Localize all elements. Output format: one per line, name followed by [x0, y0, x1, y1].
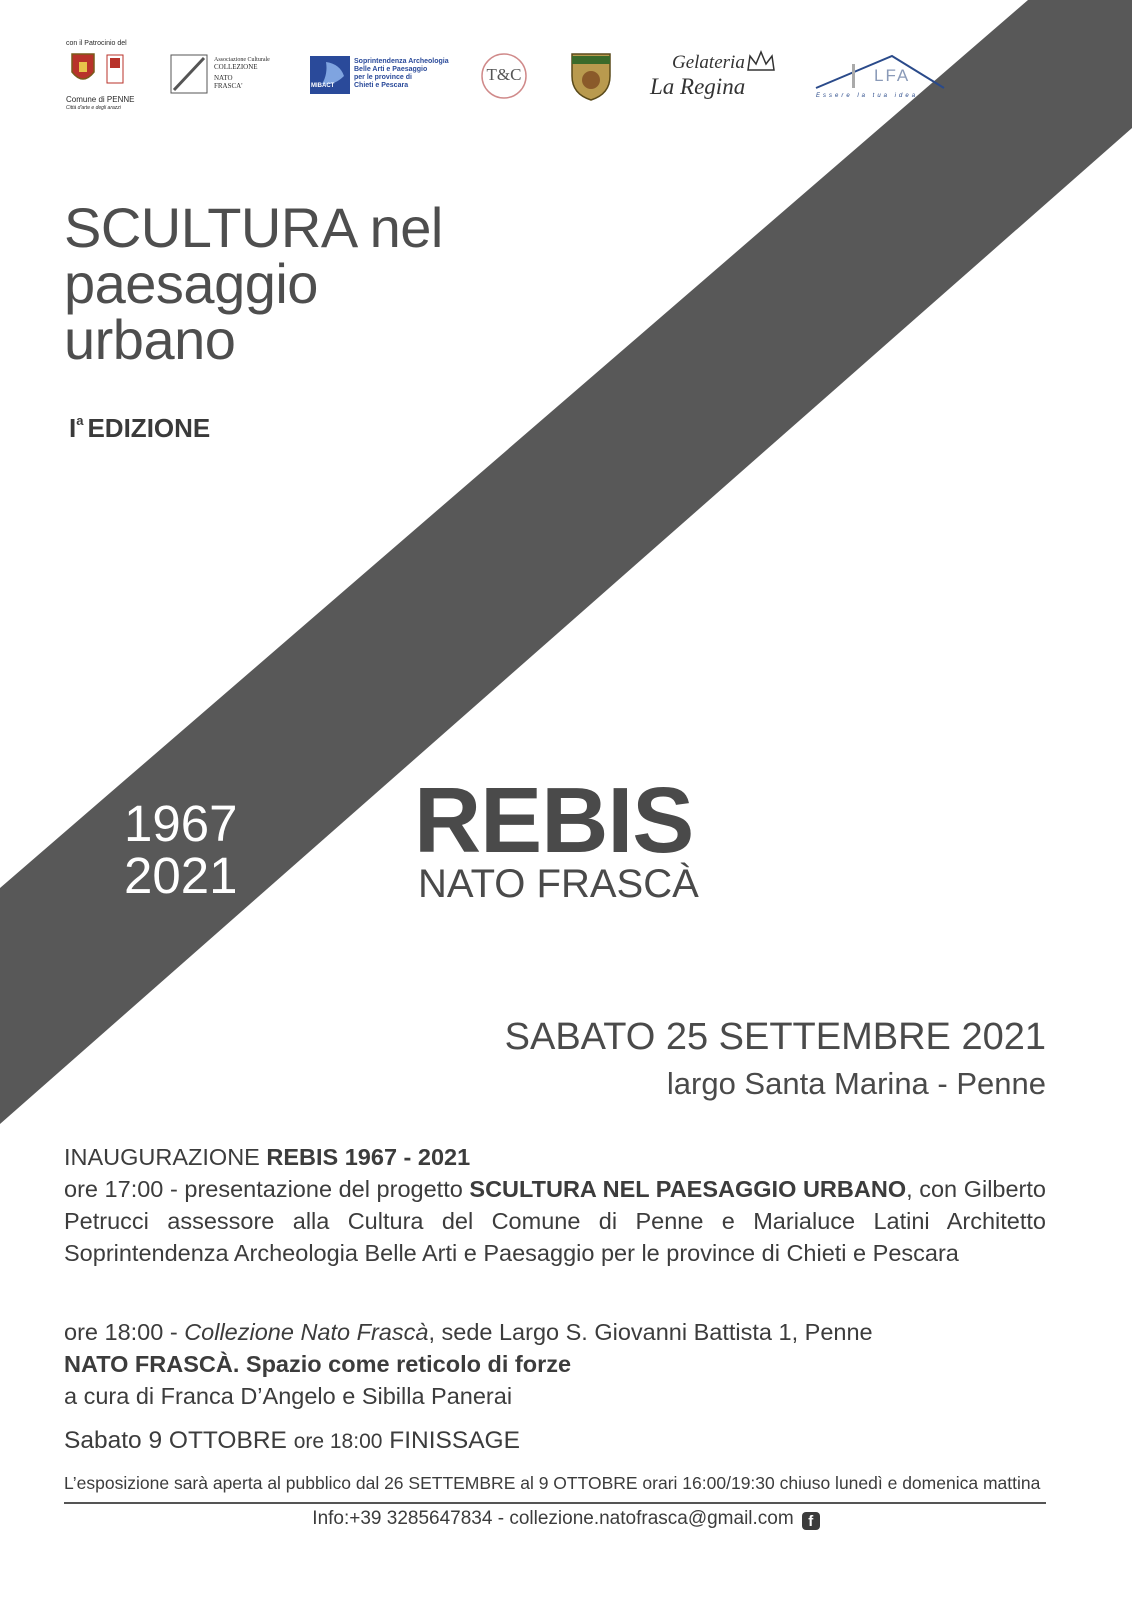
borghi-badge-icon	[106, 54, 124, 84]
soprintendenza-line4: Chieti e Pescara	[354, 82, 409, 89]
year-start: 1967	[124, 795, 238, 852]
collezione-icon	[170, 54, 208, 94]
edition-label	[69, 413, 210, 444]
lfa-label: LFA	[874, 66, 911, 85]
soprintendenza-line2: Belle Arti e Paesaggio	[354, 66, 428, 73]
presentation-time: ore 17:00 - presentazione del progetto	[64, 1176, 470, 1202]
divider	[64, 1502, 1046, 1504]
crown-icon	[746, 50, 776, 72]
gelateria-line1: Gelateria	[672, 52, 745, 73]
lfa-logo	[812, 52, 952, 102]
title-line2: paesaggio	[64, 252, 318, 315]
years-range	[124, 795, 238, 904]
artist-name: NATO FRASCÀ	[418, 862, 699, 906]
collezione-line4: FRASCA'	[214, 82, 243, 90]
finissage	[64, 1425, 1046, 1458]
tc-logo	[480, 52, 530, 102]
coat-of-arms-icon	[70, 52, 96, 86]
soprintendenza-logo	[310, 56, 460, 96]
collezione-line1: Associazione Culturale	[214, 57, 270, 63]
lfa-tagline: Essere la tua idea	[816, 93, 919, 99]
presentation-details: , con Gilberto Petrucci assessore alla Cultura del Comune di Penne e Marialuce Latini Architetto Soprintendenza Archeologia Belle Arti e Paesaggio per le province di Chieti e Pescara	[64, 1176, 1046, 1266]
collezione-line3: NATO	[214, 74, 233, 82]
exhibition-title: REBIS	[414, 768, 694, 872]
title-line1: SCULTURA nel	[64, 196, 443, 259]
project-title	[64, 196, 443, 371]
collezione-nato-frasca-logo	[170, 54, 280, 98]
edition-numeral: I	[69, 413, 77, 443]
presentation-project: SCULTURA NEL PAESAGGIO URBANO	[469, 1176, 907, 1202]
finissage-time: ore 18:00	[293, 1430, 383, 1453]
year-end: 2021	[124, 847, 238, 904]
collezione-line2: COLLEZIONE	[214, 63, 258, 71]
program-inauguration	[64, 1141, 1046, 1269]
edition-sup: a	[76, 413, 84, 428]
gelateria-line2: La Regina	[650, 74, 746, 99]
contact-info[interactable]: Info:+39 3285647834 - collezione.natofrasca@gmail.com	[312, 1508, 794, 1529]
logo-strip	[60, 40, 1070, 120]
gelateria-la-regina-logo	[648, 48, 778, 104]
finissage-date: Sabato 9 OTTOBRE	[64, 1427, 294, 1454]
collection-time: ore 18:00 -	[64, 1319, 185, 1345]
comune-sub-label: Città d'arte e degli arazzi	[66, 105, 121, 111]
mibact-label: MIBACT	[311, 83, 335, 89]
soprintendenza-line1: Soprintendenza Archeologia	[354, 58, 449, 65]
event-place: largo Santa Marina - Penne	[666, 1066, 1046, 1101]
curator-line: a cura di Franca D’Angelo e Sibilla Panerai	[64, 1383, 513, 1409]
inauguration-label: INAUGURAZIONE	[64, 1144, 267, 1170]
collection-name: Collezione Nato Frascà	[184, 1319, 429, 1345]
program-collection	[64, 1316, 1046, 1412]
edition-text: EDIZIONE	[87, 413, 211, 443]
contact-line	[0, 1508, 1132, 1530]
comune-penne-logo	[60, 40, 140, 112]
finissage-label: FINISSAGE	[382, 1427, 520, 1454]
title-line3: urbano	[64, 308, 236, 371]
patronage-label: con il Patrocinio del	[66, 40, 127, 47]
tc-label: T&C	[486, 65, 522, 84]
facebook-icon[interactable]: f	[802, 1512, 820, 1530]
opening-hours-note: L’esposizione sarà aperta al pubblico dal 26 SETTEMBRE al 9 OTTOBRE orari 16:00/19:30 chiuso lunedì e domenica mattina	[64, 1473, 1041, 1493]
inauguration-title: REBIS 1967 - 2021	[266, 1144, 471, 1170]
soprintendenza-line3: per le province di	[354, 74, 412, 81]
collection-exhibition-title: NATO FRASCÀ. Spazio come reticolo di forze	[64, 1351, 572, 1377]
collection-address: , sede Largo S. Giovanni Battista 1, Penne	[428, 1319, 873, 1345]
comune-label: Comune di PENNE	[66, 95, 135, 104]
crest-logo	[566, 50, 618, 104]
shield-crest-icon	[566, 50, 616, 102]
event-date: SABATO 25 SETTEMBRE 2021	[504, 1016, 1046, 1058]
